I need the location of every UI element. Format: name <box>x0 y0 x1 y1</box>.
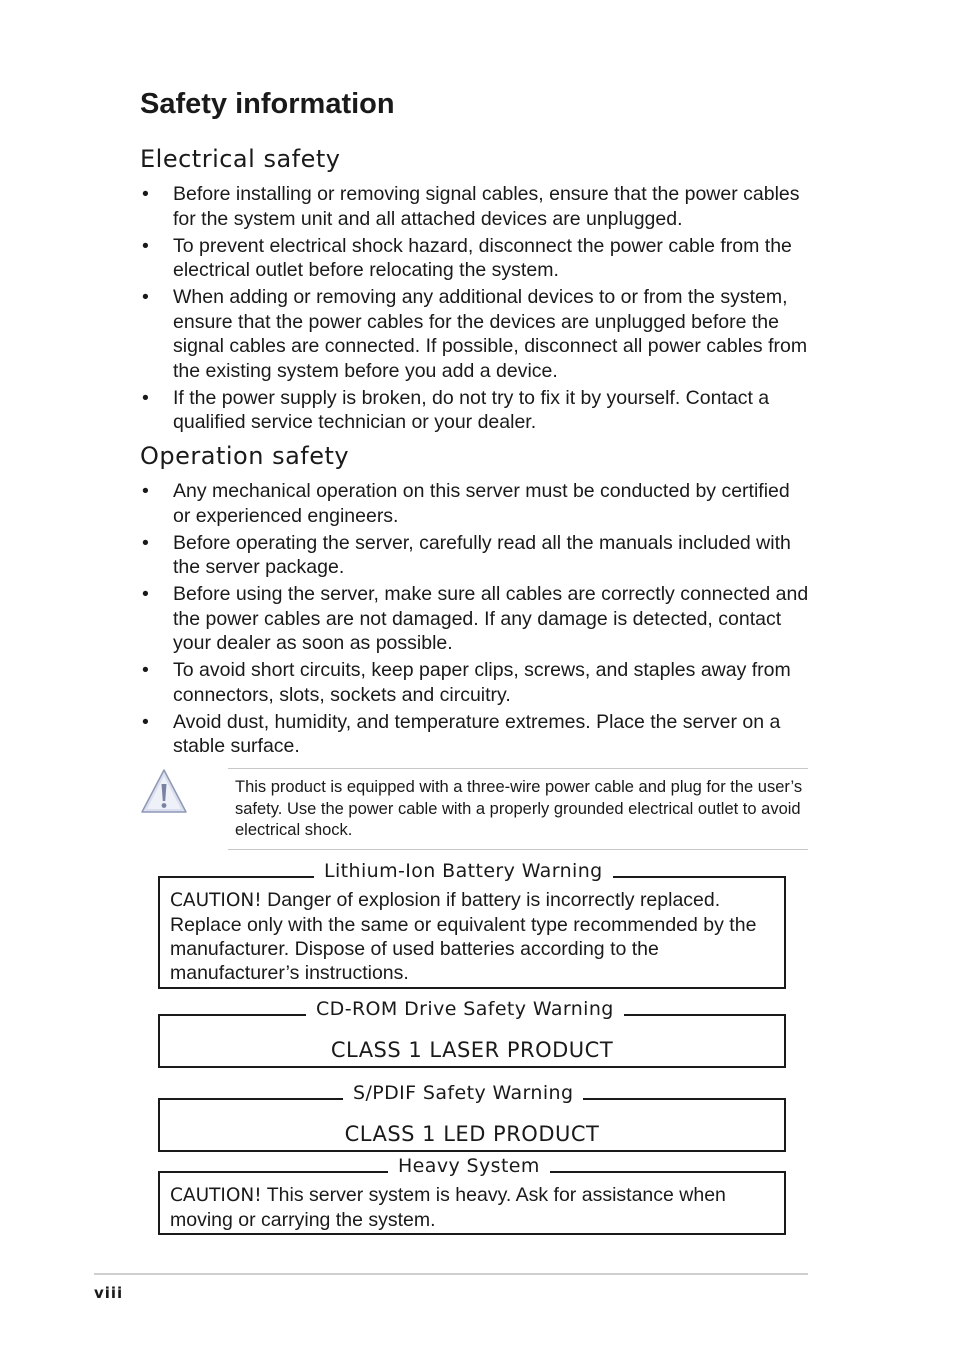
heavy-system-title: Heavy System <box>388 1155 550 1177</box>
warning-icon <box>140 768 188 814</box>
electrical-safety-heading: Electrical safety <box>140 145 341 173</box>
spdif-warning-title: S/PDIF Safety Warning <box>343 1082 583 1104</box>
battery-warning-box <box>158 860 786 989</box>
list-item: • To avoid short circuits, keep paper clips, screws, and staples away from connectors, slots, sockets and circuitry. <box>140 658 810 707</box>
list-item: • Before installing or removing signal cables, ensure that the power cables for the system unit and all attached devices are unplugged. <box>140 182 810 231</box>
battery-warning-text <box>170 888 775 985</box>
laser-class-label: CLASS 1 LASER PRODUCT <box>330 1038 614 1062</box>
cdrom-warning-box <box>158 998 786 1068</box>
operation-safety-list <box>140 479 810 761</box>
safety-note <box>228 768 808 850</box>
battery-warning-body: Danger of explosion if battery is incorrectly replaced. Replace only with the same or equivalent type recommended by the manufacturer. Dispose of used batteries according to the manufacturer’s instructions. <box>170 889 757 984</box>
note-text: This product is equipped with a three-wire power cable and plug for the user’s safety. Use the power cable with a properly grounded electrical outlet to avoid electrical shock. <box>235 778 803 839</box>
caution-label: CAUTION! <box>170 1185 262 1206</box>
caution-label: CAUTION! <box>170 890 262 911</box>
page-title: Safety information <box>140 88 395 120</box>
heavy-system-body: This server system is heavy. Ask for assistance when moving or carrying the system. <box>170 1184 726 1231</box>
list-item: • Any mechanical operation on this server must be conducted by certified or experienced engineers. <box>140 479 810 528</box>
heavy-system-text <box>170 1183 775 1232</box>
led-class-label: CLASS 1 LED PRODUCT <box>344 1122 600 1146</box>
battery-warning-title: Lithium-Ion Battery Warning <box>314 860 613 882</box>
list-item: • Before operating the server, carefully read all the manuals included with the server package. <box>140 531 810 580</box>
page-number: viii <box>94 1284 124 1302</box>
footer-divider <box>94 1273 808 1275</box>
list-item: • If the power supply is broken, do not try to fix it by yourself. Contact a qualified service technician or your dealer. <box>140 386 810 435</box>
cdrom-warning-title: CD-ROM Drive Safety Warning <box>306 998 624 1020</box>
heavy-system-box <box>158 1155 786 1235</box>
spdif-warning-box <box>158 1082 786 1152</box>
list-item: • Before using the server, make sure all cables are correctly connected and the power cables are not damaged. If any damage is detected, contact your dealer as soon as possible. <box>140 582 810 656</box>
list-item: • When adding or removing any additional devices to or from the system, ensure that the power cables for the devices are unplugged before the signal cables are connected. If possible, disconnect all power cables from the existing system before you add a device. <box>140 285 810 383</box>
electrical-safety-list <box>140 182 810 437</box>
list-item: • To prevent electrical shock hazard, disconnect the power cable from the electrical outlet before relocating the system. <box>140 234 810 283</box>
list-item: • Avoid dust, humidity, and temperature extremes. Place the server on a stable surface. <box>140 710 810 759</box>
operation-safety-heading: Operation safety <box>140 442 350 470</box>
